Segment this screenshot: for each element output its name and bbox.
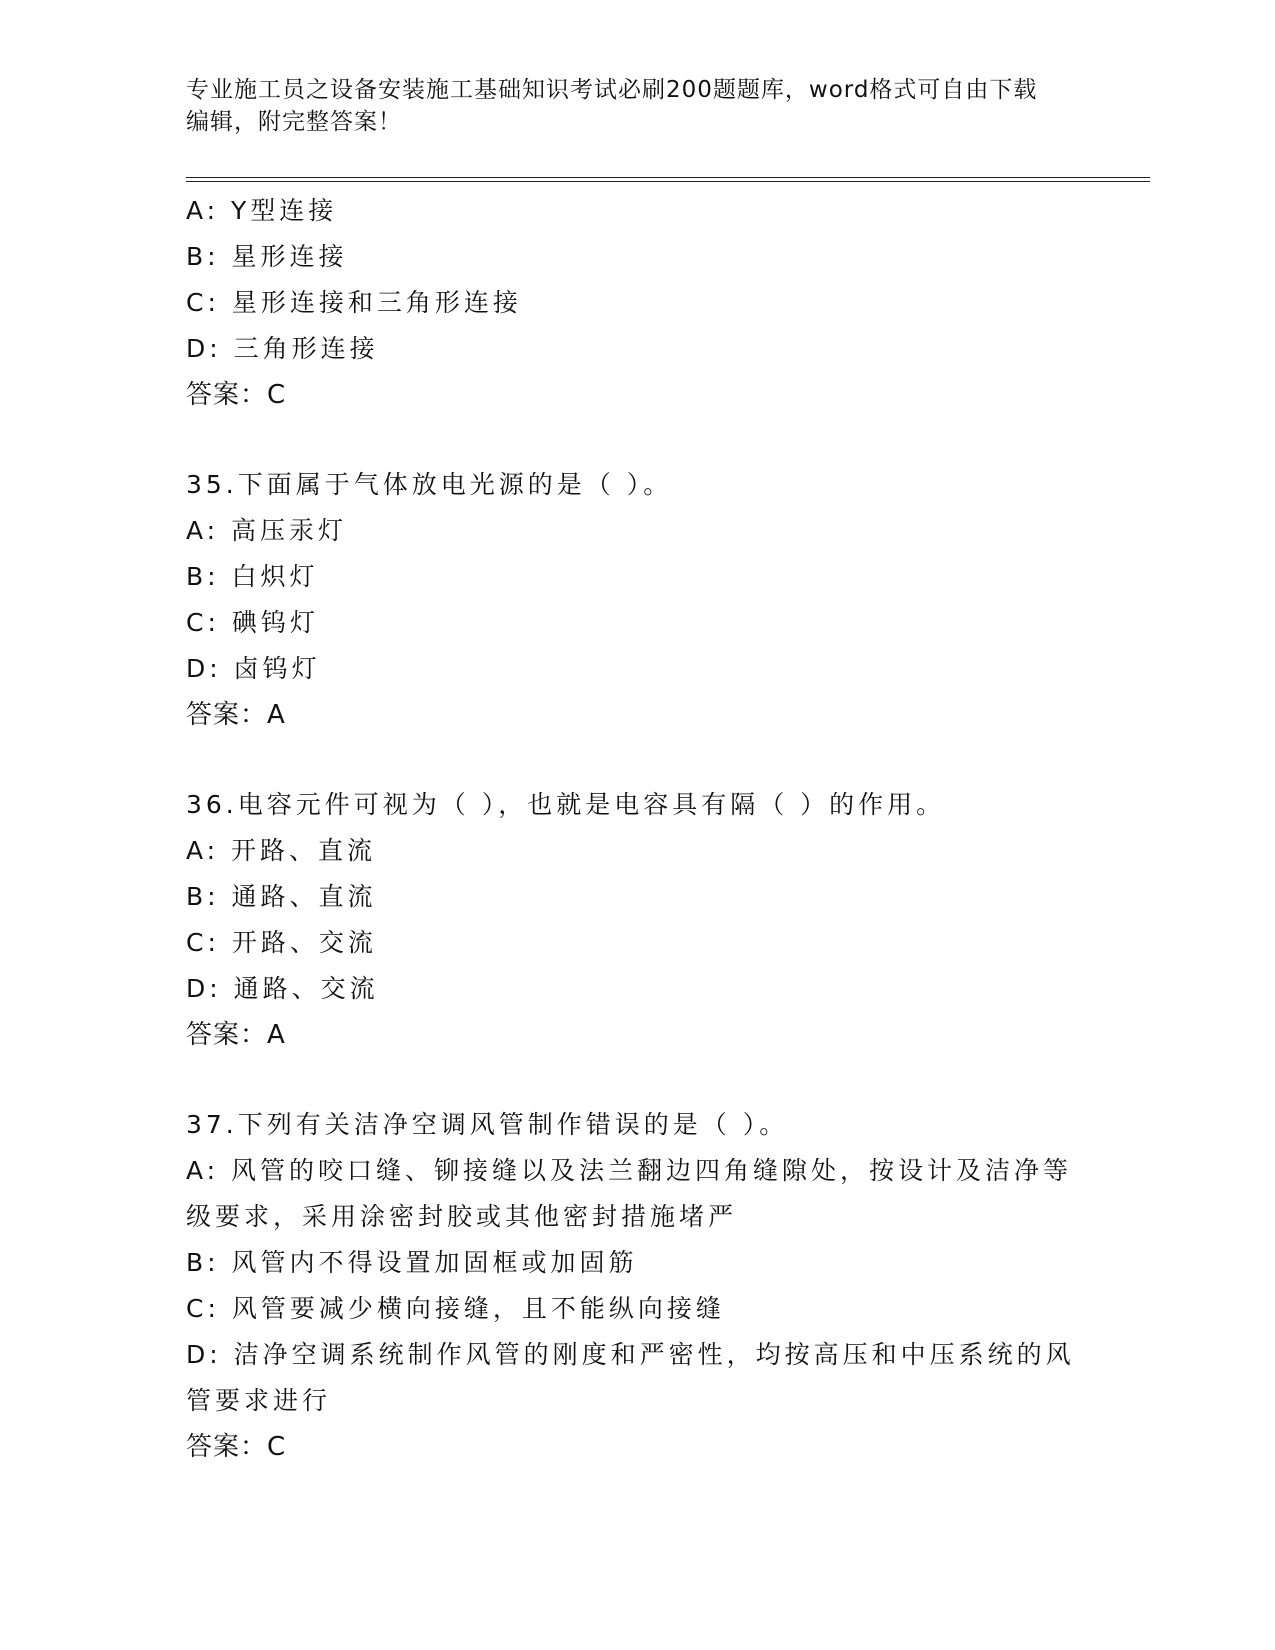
question-list (186, 188, 1086, 1470)
option-d-line2: 管要求进行 (186, 1386, 332, 1415)
option-c: C: 碘钨灯 (186, 608, 319, 637)
question-title: 35.下面属于气体放电光源的是（ ）。 (186, 470, 673, 499)
option-c: C: 风管要减少横向接缝，且不能纵向接缝 (186, 1294, 725, 1323)
answer-line: 答案：A (186, 700, 286, 730)
option-d: D: 通路、交流 (186, 974, 379, 1003)
document-header (186, 74, 1066, 138)
spacer (186, 738, 1086, 782)
option-a: A: 开路、直流 (186, 836, 377, 865)
header-divider-bottom (186, 181, 1150, 182)
question-34 (186, 188, 1086, 418)
answer-line: 答案：C (186, 1432, 287, 1462)
option-a: A: 高压汞灯 (186, 516, 348, 545)
option-a: A: Y型连接 (186, 196, 338, 225)
option-c: C: 开路、交流 (186, 928, 377, 957)
option-d-line1: D: 洁净空调系统制作风管的刚度和严密性，均按高压和中压系统的风 (186, 1340, 1075, 1369)
answer-line: 答案：A (186, 1020, 286, 1050)
header-title-line2: 编辑，附完整答案！ (186, 109, 402, 135)
question-title: 36.电容元件可视为（ ），也就是电容具有隔（ ）的作用。 (186, 790, 946, 819)
option-a-line2: 级要求，采用涂密封胶或其他密封措施堵严 (186, 1202, 738, 1231)
option-b: B: 星形连接 (186, 242, 348, 271)
question-37 (186, 1102, 1086, 1470)
spacer (186, 1058, 1086, 1102)
option-d: D: 三角形连接 (186, 334, 379, 363)
header-divider-top (186, 177, 1150, 178)
option-b: B: 通路、直流 (186, 882, 377, 911)
question-36 (186, 782, 1086, 1058)
question-35 (186, 462, 1086, 738)
question-title: 37.下列有关洁净空调风管制作错误的是（ ）。 (186, 1110, 789, 1139)
option-d: D: 卤钨灯 (186, 654, 321, 683)
option-b: B: 风管内不得设置加固框或加固筋 (186, 1248, 638, 1277)
option-c: C: 星形连接和三角形连接 (186, 288, 522, 317)
option-b: B: 白炽灯 (186, 562, 319, 591)
spacer (186, 418, 1086, 462)
option-a-line1: A: 风管的咬口缝、铆接缝以及法兰翻边四角缝隙处，按设计及洁净等 (186, 1156, 1073, 1185)
header-title-line1: 专业施工员之设备安装施工基础知识考试必刷200题题库，word格式可自由下载 (186, 77, 1038, 103)
answer-line: 答案：C (186, 380, 287, 410)
